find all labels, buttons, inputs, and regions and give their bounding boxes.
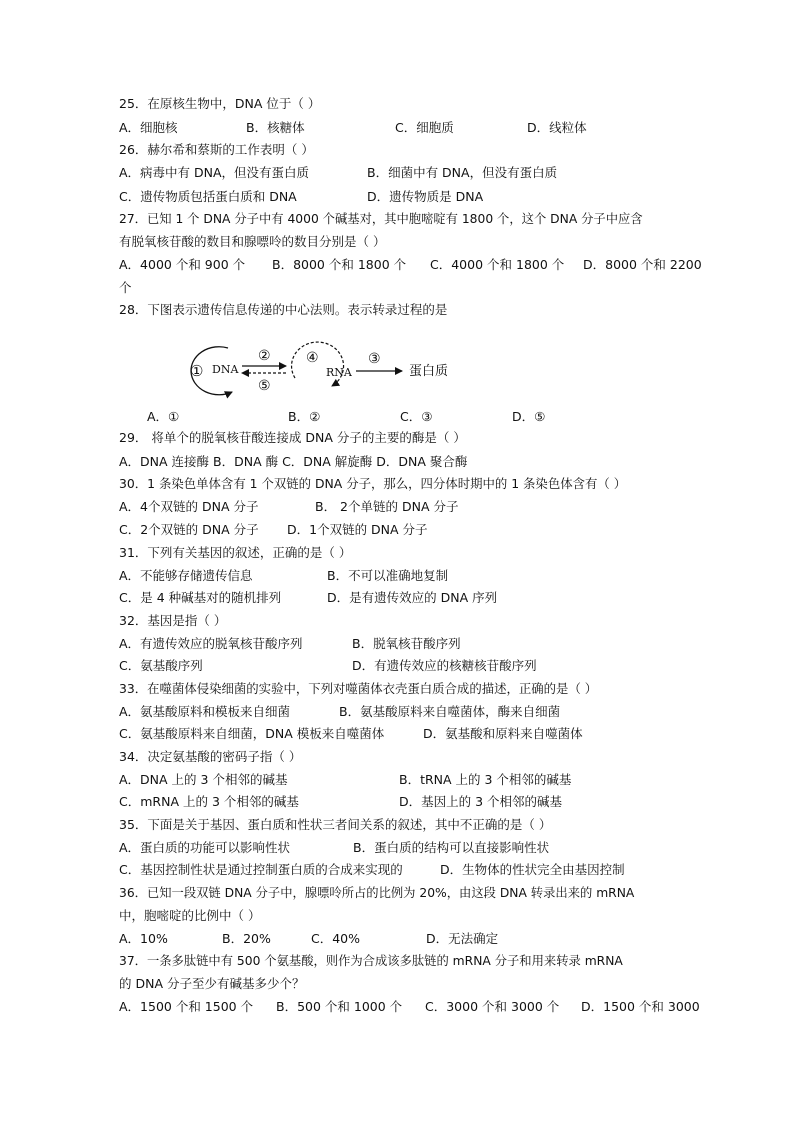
- label-4: ④: [306, 350, 319, 366]
- q26-option-d: D．遗传物质是 DNA: [367, 189, 484, 204]
- q28-option-b: B．②: [288, 409, 321, 424]
- q35-option-a: A．蛋白质的功能可以影响性状: [119, 840, 291, 855]
- q31-option-a: A．不能够存储遗传信息: [119, 568, 253, 583]
- q35-option-b: B．蛋白质的结构可以直接影响性状: [353, 840, 550, 855]
- label-3: ③: [368, 351, 381, 367]
- q26-option-b: B．细菌中有 DNA，但没有蛋白质: [367, 165, 558, 180]
- label-5: ⑤: [258, 378, 271, 394]
- q30-option-a: A．4个双链的 DNA 分子: [119, 499, 259, 514]
- q26-option-c: C．遗传物质包括蛋白质和 DNA: [119, 189, 297, 204]
- q35-option-d: D．生物体的性状完全由基因控制: [440, 862, 625, 877]
- q37-option-b: B．500 个和 1000 个: [276, 999, 403, 1014]
- q27-option-a: A．4000 个和 900 个: [119, 257, 246, 272]
- q31-stem: 31．下列有关基因的叙述，正确的是（ ）: [119, 545, 352, 560]
- q28-option-c: C．③: [400, 409, 433, 424]
- protein-label: 蛋白质: [409, 364, 449, 379]
- q33-option-c: C．氨基酸原料来自细菌，DNA 模板来自噬菌体: [119, 726, 385, 741]
- q36-stem-line2: 中，胞嘧啶的比例中（ ）: [119, 908, 261, 923]
- q29-stem: 29． 将单个的脱氧核苷酸连接成 DNA 分子的主要的酶是（ ）: [119, 430, 466, 445]
- q32-option-a: A．有遗传效应的脱氧核苷酸序列: [119, 636, 303, 651]
- q35-stem: 35．下面是关于基因、蛋白质和性状三者间关系的叙述，其中不正确的是（ ）: [119, 817, 552, 832]
- central-dogma-diagram: [170, 340, 470, 400]
- label-2: ②: [258, 348, 271, 364]
- q36-option-a: A．10%: [119, 931, 168, 946]
- q27-stem-line2: 有脱氧核苷酸的数目和腺嘌呤的数目分别是（ ）: [119, 234, 386, 249]
- q26-stem: 26．赫尔希和蔡斯的工作表明（ ）: [119, 142, 314, 157]
- q34-stem: 34．决定氨基酸的密码子指（ ）: [119, 749, 302, 764]
- q27-stem-line1: 27．已知 1 个 DNA 分子中有 4000 个碱基对，其中胞嘧啶有 1800 个，这个 DNA 分子中应含: [119, 212, 643, 226]
- q37-option-a: A．1500 个和 1500 个: [119, 999, 254, 1014]
- q34-option-a: A．DNA 上的 3 个相邻的碱基: [119, 772, 288, 787]
- rna-label: RNA: [326, 366, 352, 379]
- q36-option-b: B．20%: [222, 931, 271, 946]
- q37-stem-line2: 的 DNA 分子至少有碱基多少个？: [119, 976, 305, 991]
- q33-option-b: B．氨基酸原料来自噬菌体，酶来自细菌: [339, 704, 561, 719]
- q25-option-d: D．线粒体: [527, 120, 587, 135]
- q30-option-d: D．1个双链的 DNA 分子: [287, 522, 428, 537]
- q33-stem: 33．在噬菌体侵染细菌的实验中，下列对噬菌体衣壳蛋白质合成的描述，正确的是（ ）: [119, 681, 598, 696]
- q37-option-d: D．1500 个和 3000: [581, 999, 700, 1014]
- q33-option-a: A．氨基酸原料和模板来自细菌: [119, 704, 291, 719]
- q30-option-c: C．2个双链的 DNA 分子: [119, 522, 259, 537]
- q32-option-c: C．氨基酸序列: [119, 658, 203, 673]
- q31-option-b: B．不可以准确地复制: [327, 568, 449, 583]
- q32-option-b: B．脱氧核苷酸序列: [352, 636, 461, 651]
- q26-option-a: A．病毒中有 DNA，但没有蛋白质: [119, 165, 310, 180]
- q28-option-d: D．⑤: [512, 409, 546, 424]
- q27-option-b: B．8000 个和 1800 个: [272, 257, 407, 272]
- q28-stem: 28．下图表示遗传信息传递的中心法则。表示转录过程的是: [119, 302, 448, 317]
- q25-option-b: B．核糖体: [246, 120, 305, 135]
- q36-option-d: D．无法确定: [426, 931, 499, 946]
- q34-option-c: C．mRNA 上的 3 个相邻的碱基: [119, 794, 299, 809]
- q31-option-c: C．是 4 种碱基对的随机排列: [119, 590, 282, 605]
- q32-option-d: D．有遗传效应的核糖核苷酸序列: [352, 658, 537, 673]
- q36-stem-line1: 36．已知一段双链 DNA 分子中，腺嘌呤所占的比例为 20%，由这段 DNA 转录出来的 mRNA: [119, 886, 635, 900]
- q31-option-d: D．是有遗传效应的 DNA 序列: [327, 590, 498, 605]
- q30-option-b: B． 2个单链的 DNA 分子: [315, 499, 459, 514]
- q33-option-d: D．氨基酸和原料来自噬菌体: [423, 726, 583, 741]
- label-1: ①: [190, 362, 204, 380]
- q30-stem: 30．1 条染色单体含有 1 个双链的 DNA 分子，那么，四分体时期中的 1 条染色体含有（ ）: [119, 476, 627, 491]
- dna-label: DNA: [212, 363, 239, 376]
- q32-stem: 32．基因是指（ ）: [119, 613, 227, 628]
- q34-option-b: B．tRNA 上的 3 个相邻的碱基: [399, 772, 572, 787]
- q36-option-c: C．40%: [311, 931, 361, 946]
- q27-option-d: D．8000 个和 2200: [583, 257, 702, 272]
- q27-option-d-continued: 个: [119, 280, 132, 295]
- q28-option-a: A．①: [147, 409, 180, 424]
- q34-option-d: D．基因上的 3 个相邻的碱基: [399, 794, 563, 809]
- q37-option-c: C．3000 个和 3000 个: [425, 999, 560, 1014]
- q25-option-c: C．细胞质: [395, 120, 454, 135]
- q35-option-c: C．基因控制性状是通过控制蛋白质的合成来实现的: [119, 862, 403, 877]
- q37-stem-line1: 37．一条多肽链中有 500 个氨基酸，则作为合成该多肽链的 mRNA 分子和用来转录 mRNA: [119, 954, 623, 968]
- q25-stem: 25．在原核生物中，DNA 位于（ ）: [119, 96, 321, 111]
- q27-option-c: C．4000 个和 1800 个: [430, 257, 565, 272]
- q29-options: A．DNA 连接酶 B．DNA 酶 C．DNA 解旋酶 D．DNA 聚合酶: [119, 454, 468, 469]
- q25-option-a: A．细胞核: [119, 120, 178, 135]
